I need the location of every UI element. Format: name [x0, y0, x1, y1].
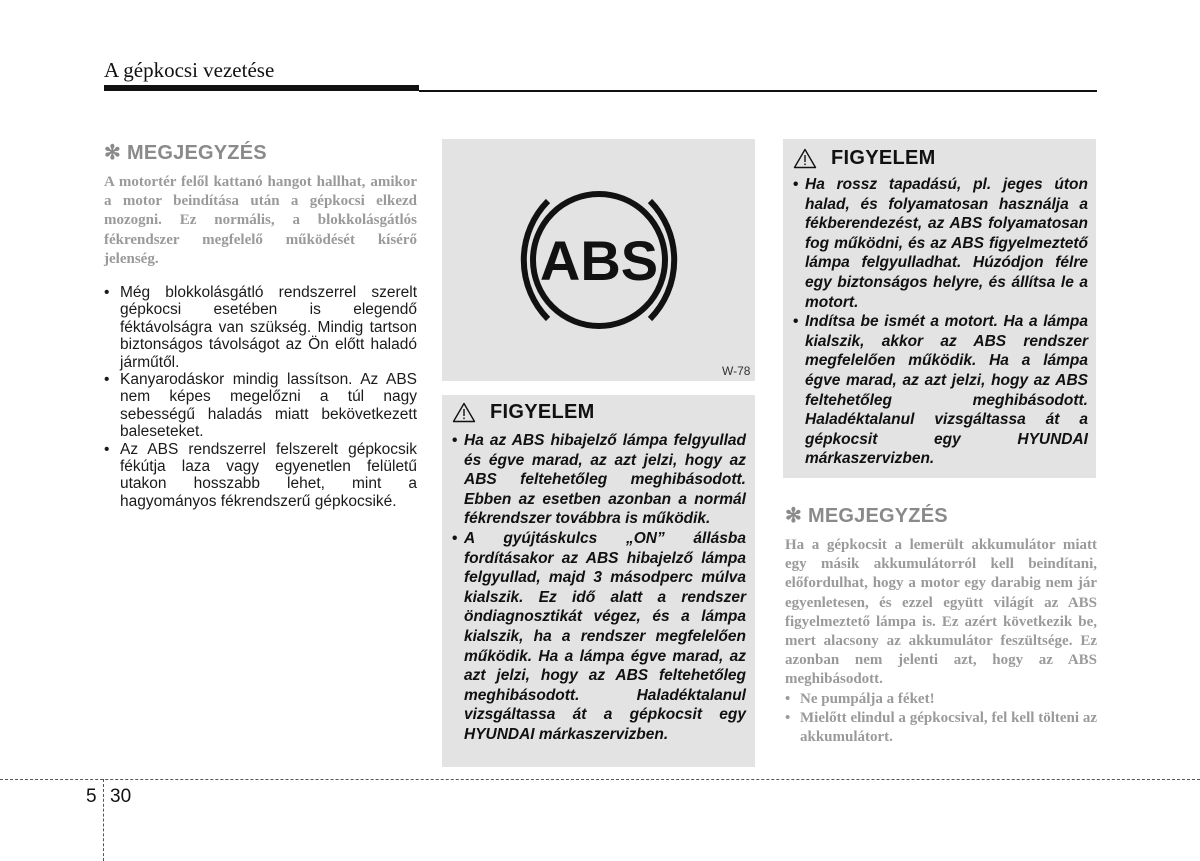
list-item: • Indítsa be ismét a motort. Ha a lámpa kialszik, akkor az ABS rendszer megfelelően működik. Ha a lámpa égve marad, az azt jelzi, hogy az ABS feltehetőleg meghibásodott. Haladéktalanul vizsgáltassa át a gépkocsit egy HYUNDAI márkaszervizben.: [791, 312, 1088, 469]
warning-triangle-icon: [452, 402, 476, 423]
header-rule-thick: [104, 85, 419, 91]
abs-warning-lamp-figure: [442, 139, 755, 381]
list-item: • Kanyarodáskor mindig lassítson. Az ABS nem képes megelőzni a túl nagy sebességű haladás miatt bekövetkezett baleseteket.: [104, 371, 417, 441]
right-warning-list: [791, 175, 1088, 469]
list-item: • Még blokkolásgátló rendszerrel szerelt gépkocsi esetében is elegendő féktávolságra van szükség. Mindig tartson biztonságos távolságot az Ön előtt haladó járműtől.: [104, 284, 417, 371]
footer-dashed-rule: [0, 779, 1200, 780]
section-number: 5: [86, 786, 97, 807]
right-warning-box: [783, 139, 1096, 478]
footer-dashed-divider: [103, 779, 104, 861]
asterisk-icon: ✻: [785, 505, 802, 527]
page-header-title: A gépkocsi vezetése: [104, 58, 275, 82]
list-item: • Az ABS rendszerrel felszerelt gépkocsik fékútja laza vagy egyenetlen felületű utakon hosszabb lehet, mint a hagyományos fékrendszerű gépkocsiké.: [104, 441, 417, 511]
figure-code: W-78: [722, 364, 751, 378]
right-note-body: Ha a gépkocsit a lemerült akkumulátor miatt egy másik akkumulátorról kell beindítani, előfordulhat, hogy a motor egy darabig nem jár egyenletesen, és ezzel együtt világít az ABS figyelmeztető lámpa is. Ez azért következik be, mert alacsony az akkumulátor feszültsége. Ez azonban nem jelenti azt, hogy az ABS meghibásodott. • Ne pumpálja a féket! • Mielőtt elindul a gépkocsival, fel kell tölteni az akkumulátort.: [785, 536, 1097, 747]
list-item: • Ha az ABS hibajelző lámpa felgyullad és égve marad, az azt jelzi, hogy az ABS feltehetőleg meghibásodott. Ebben az esetben azonban a normál fékrendszer továbbra is működik.: [450, 431, 746, 529]
page-number: 30: [110, 786, 132, 807]
warning-triangle-icon: [793, 148, 817, 169]
header-rule-thin: [419, 90, 1097, 92]
abs-lamp-icon: [442, 139, 755, 381]
left-bullet-list: [104, 284, 417, 510]
list-item: • A gyújtáskulcs „ON” állásba fordításakor az ABS hibajelző lámpa felgyullad, majd 3 másodperc múlva kialszik. Ez idő alatt a rendszer öndiagnosztikát végez, és a lámpa kialszik, ha a rendszer megfelelően működik. Ha a lámpa égve marad, az azt jelzi, hogy az ABS feltehetőleg meghibásodott. Haladéktalanul vizsgáltassa át a gépkocsit egy HYUNDAI márkaszervizben.: [450, 529, 746, 745]
right-note-bullets: [785, 690, 1097, 748]
right-warning-heading: FIGYELEM: [793, 147, 936, 170]
mid-warning-heading: FIGYELEM: [452, 401, 595, 424]
mid-warning-list: [450, 431, 746, 745]
list-item: • Mielőtt elindul a gépkocsival, fel kell tölteni az akkumulátort.: [785, 709, 1097, 747]
abs-icon-text: ABS: [539, 229, 659, 292]
list-item: • Ha rossz tapadású, pl. jeges úton halad, és folyamatosan használja a fékberendezést, az ABS folyamatosan fog működni, és az ABS figyelmeztető lámpa felgyulladhat. Húzódjon félre egy biztonságos helyre, és állítsa le a motort.: [791, 175, 1088, 312]
left-note-heading: ✻ MEGJEGYZÉS: [104, 142, 267, 164]
mid-warning-box: [442, 395, 755, 767]
right-note: [785, 503, 1097, 747]
asterisk-icon: ✻: [104, 142, 121, 164]
list-item: • Ne pumpálja a féket!: [785, 690, 1097, 709]
right-note-heading: ✻ MEGJEGYZÉS: [785, 505, 948, 527]
left-note: [104, 140, 417, 269]
left-note-body: A motortér felől kattanó hangot hallhat, amikor a motor beindítása után a gépkocsi elkezd mozogni. Ez normális, a blokkolásgátlós fékrendszer megfelelő működését kísérő jelenség.: [104, 174, 417, 267]
